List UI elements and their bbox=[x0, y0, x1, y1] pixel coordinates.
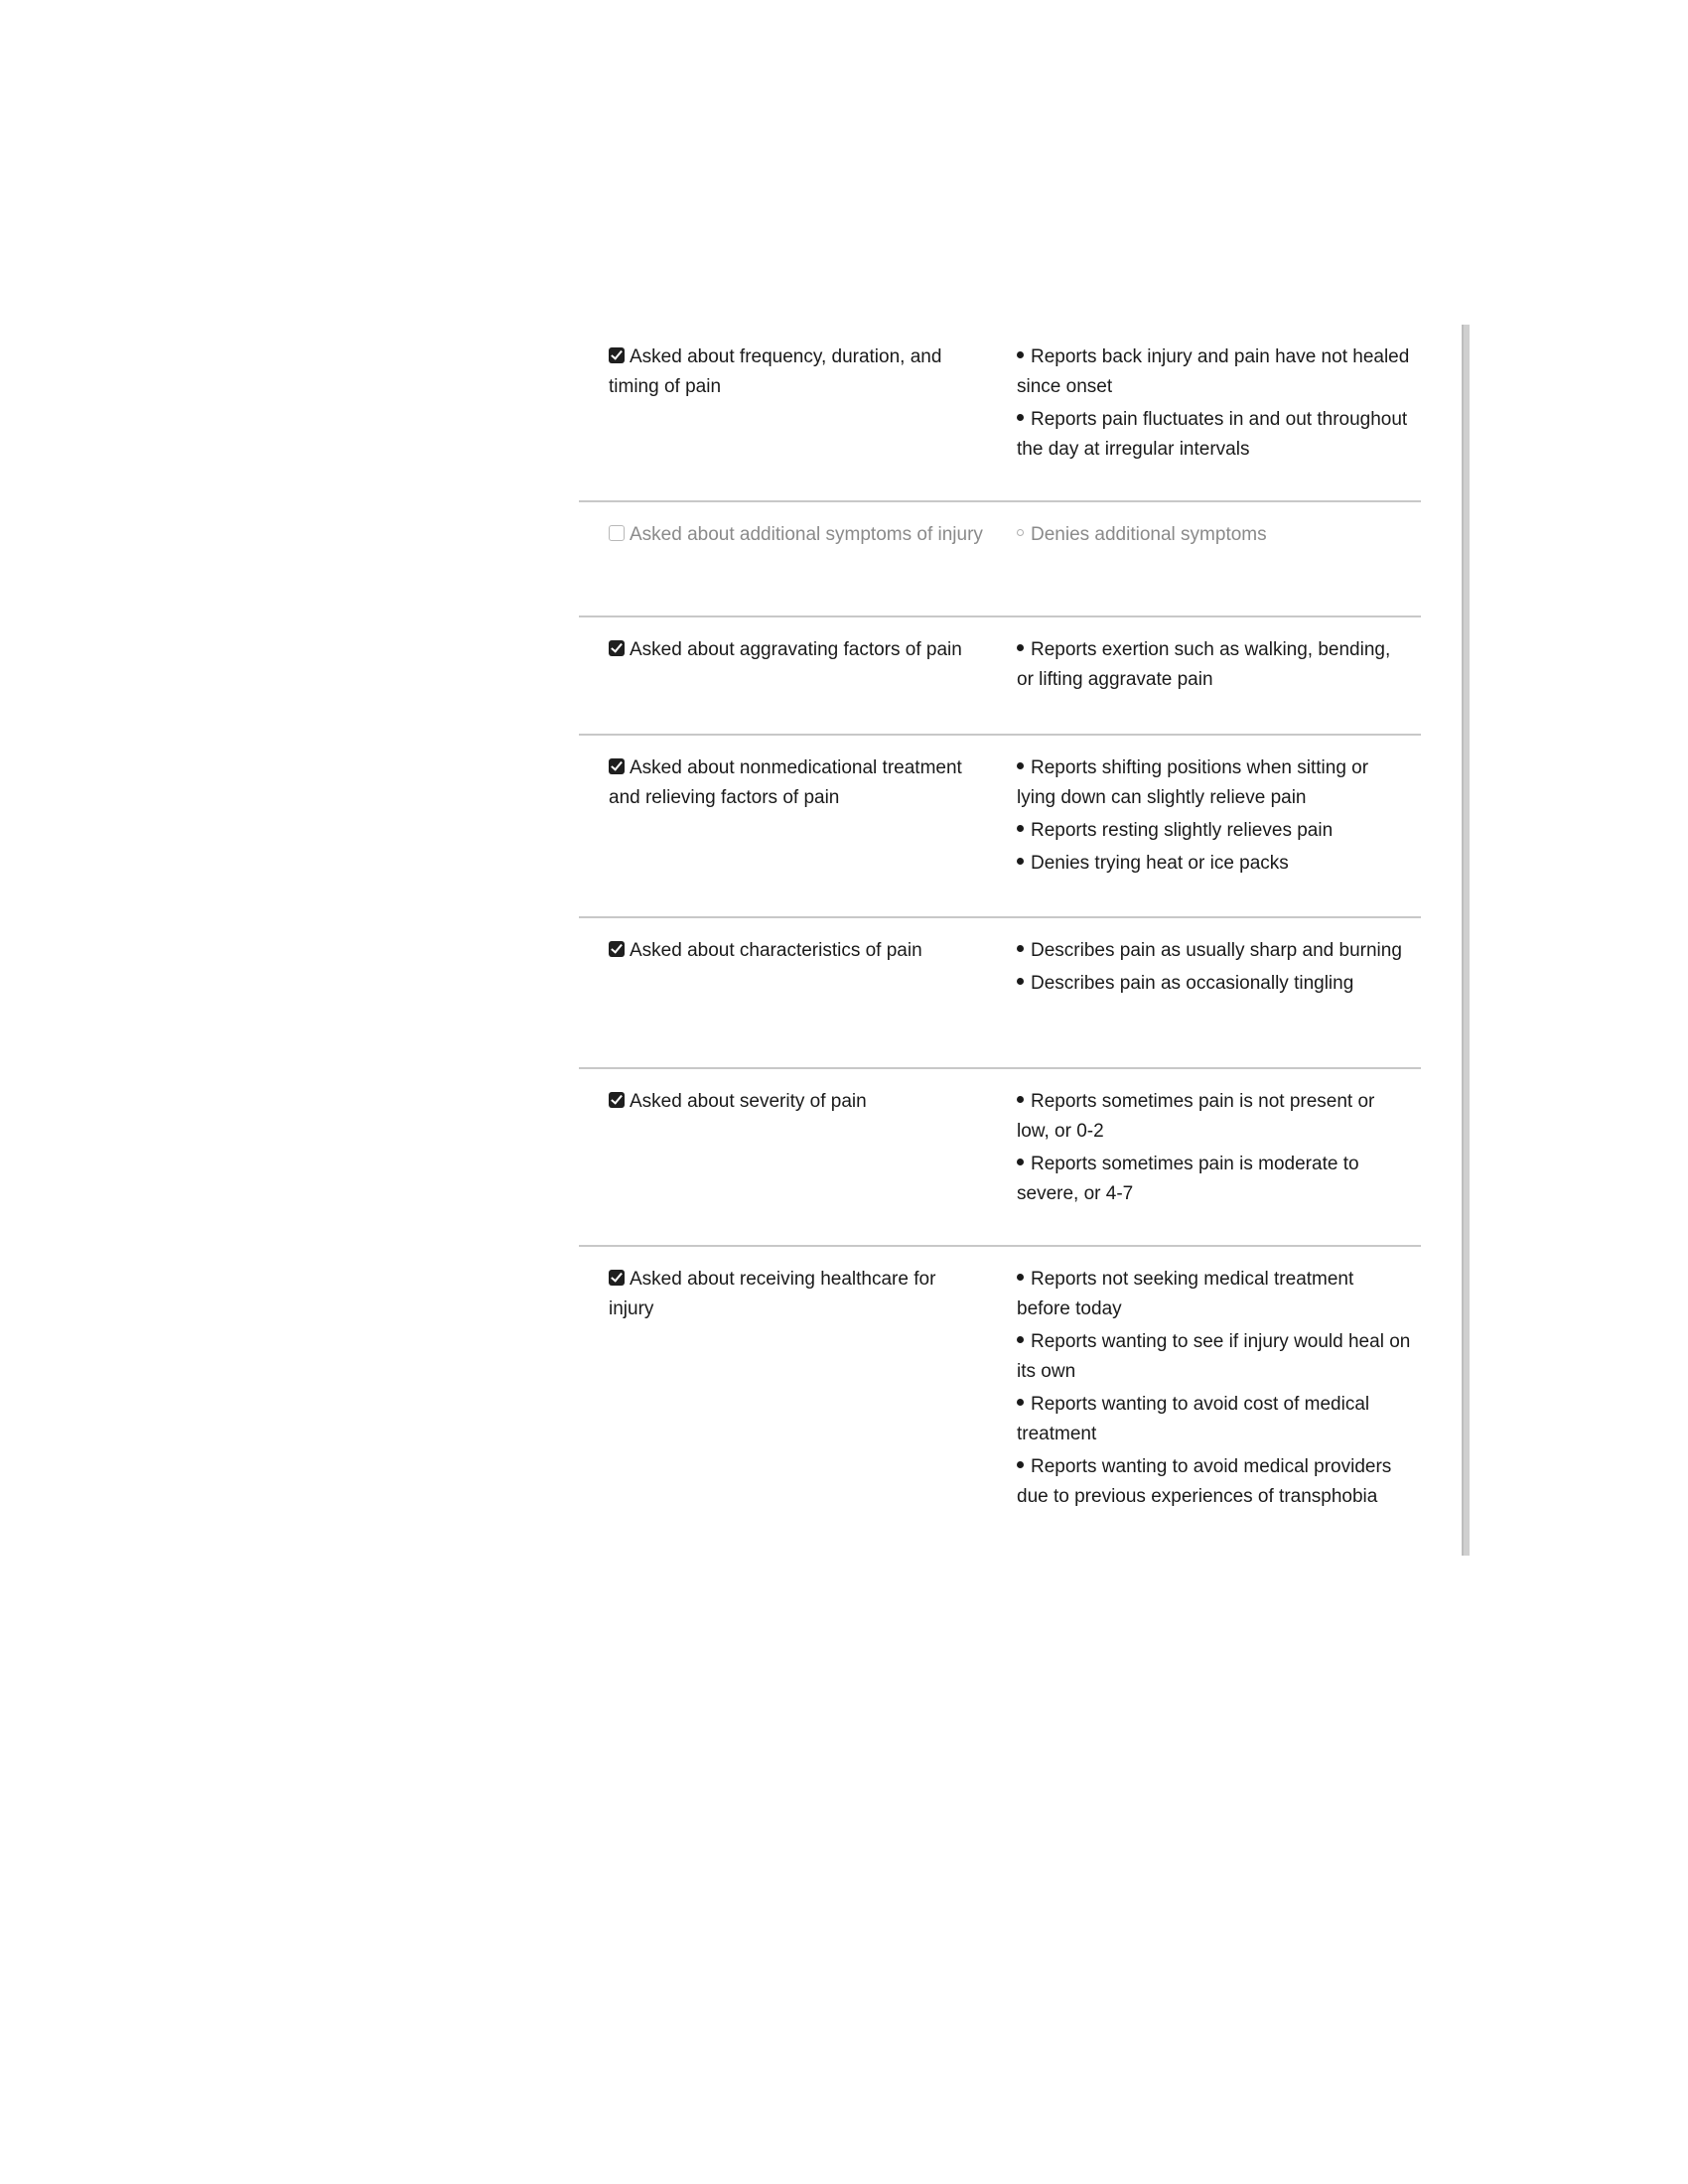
finding-item: Reports shifting positions when sitting or lying down can slightly relieve pain bbox=[1017, 757, 1369, 808]
checklist-item-label: Asked about nonmedicational treatment and relieving factors of pain bbox=[609, 757, 962, 808]
bullet-icon bbox=[1017, 1336, 1024, 1343]
checkbox-checked-icon[interactable] bbox=[609, 1092, 625, 1108]
checklist-item-label: Asked about additional symptoms of injury bbox=[630, 524, 983, 545]
checklist-row bbox=[579, 736, 1421, 918]
checklist-item-label: Asked about aggravating factors of pain bbox=[630, 639, 962, 660]
findings-list bbox=[1001, 936, 1421, 1041]
finding-item: Reports not seeking medical treatment before today bbox=[1017, 1269, 1354, 1319]
findings-list bbox=[1001, 342, 1421, 475]
bullet-icon bbox=[1017, 529, 1024, 536]
finding-item: Denies additional symptoms bbox=[1017, 520, 1411, 550]
checkbox-checked-icon[interactable] bbox=[609, 941, 625, 957]
bullet-icon bbox=[1017, 1399, 1024, 1406]
checklist-row bbox=[579, 617, 1421, 736]
finding-item: Reports sometimes pain is moderate to severe, or 4-7 bbox=[1017, 1154, 1359, 1204]
checklist bbox=[579, 325, 1421, 1541]
checklist-row bbox=[579, 325, 1421, 502]
findings-list bbox=[1001, 1087, 1421, 1219]
checklist-panel bbox=[579, 325, 1469, 1556]
bullet-icon bbox=[1017, 1096, 1024, 1103]
finding-item: Reports resting slightly relieves pain bbox=[1017, 816, 1411, 846]
checklist-row bbox=[579, 502, 1421, 617]
checklist-row bbox=[579, 1247, 1421, 1541]
checklist-item-label: Asked about characteristics of pain bbox=[630, 940, 922, 961]
checklist-item bbox=[579, 1265, 1001, 1515]
vertical-scrollbar[interactable] bbox=[1462, 325, 1470, 1556]
checklist-item bbox=[579, 635, 1001, 708]
bullet-icon bbox=[1017, 1274, 1024, 1281]
findings-list bbox=[1001, 753, 1421, 890]
bullet-icon bbox=[1017, 858, 1024, 865]
bullet-icon bbox=[1017, 1461, 1024, 1468]
checklist-item-label: Asked about receiving healthcare for injury bbox=[609, 1269, 936, 1319]
bullet-icon bbox=[1017, 945, 1024, 952]
finding-item: Reports wanting to avoid cost of medical treatment bbox=[1017, 1394, 1370, 1444]
finding-item: Describes pain as usually sharp and burning bbox=[1017, 936, 1411, 966]
finding-item: Denies trying heat or ice packs bbox=[1017, 849, 1411, 879]
findings-list bbox=[1001, 520, 1421, 590]
findings-list bbox=[1001, 1265, 1421, 1515]
checklist-item bbox=[579, 1087, 1001, 1219]
checklist-item bbox=[579, 753, 1001, 890]
checklist-row bbox=[579, 918, 1421, 1069]
finding-item: Reports sometimes pain is not present or low, or 0-2 bbox=[1017, 1091, 1375, 1142]
checkbox-checked-icon[interactable] bbox=[609, 1270, 625, 1286]
checklist-item-label: Asked about severity of pain bbox=[630, 1091, 867, 1112]
checkbox-checked-icon[interactable] bbox=[609, 640, 625, 656]
bullet-icon bbox=[1017, 414, 1024, 421]
checkbox-checked-icon[interactable] bbox=[609, 758, 625, 774]
checklist-item bbox=[579, 936, 1001, 1041]
bullet-icon bbox=[1017, 825, 1024, 832]
finding-item: Reports back injury and pain have not healed since onset bbox=[1017, 346, 1410, 397]
bullet-icon bbox=[1017, 644, 1024, 651]
checklist-item bbox=[579, 520, 1001, 590]
checklist-item-label: Asked about frequency, duration, and timing of pain bbox=[609, 346, 942, 397]
checklist-row bbox=[579, 1069, 1421, 1247]
checkbox-unchecked-icon[interactable] bbox=[609, 525, 625, 541]
checklist-item bbox=[579, 342, 1001, 475]
bullet-icon bbox=[1017, 1159, 1024, 1165]
finding-item: Describes pain as occasionally tingling bbox=[1017, 969, 1411, 999]
bullet-icon bbox=[1017, 351, 1024, 358]
checkbox-checked-icon[interactable] bbox=[609, 347, 625, 363]
bullet-icon bbox=[1017, 978, 1024, 985]
finding-item: Reports wanting to avoid medical providers due to previous experiences of transphobia bbox=[1017, 1456, 1392, 1507]
finding-item: Reports exertion such as walking, bending, or lifting aggravate pain bbox=[1017, 639, 1391, 690]
finding-item: Reports pain fluctuates in and out throughout the day at irregular intervals bbox=[1017, 409, 1408, 460]
bullet-icon bbox=[1017, 762, 1024, 769]
finding-item: Reports wanting to see if injury would heal on its own bbox=[1017, 1331, 1411, 1382]
findings-list bbox=[1001, 635, 1421, 708]
